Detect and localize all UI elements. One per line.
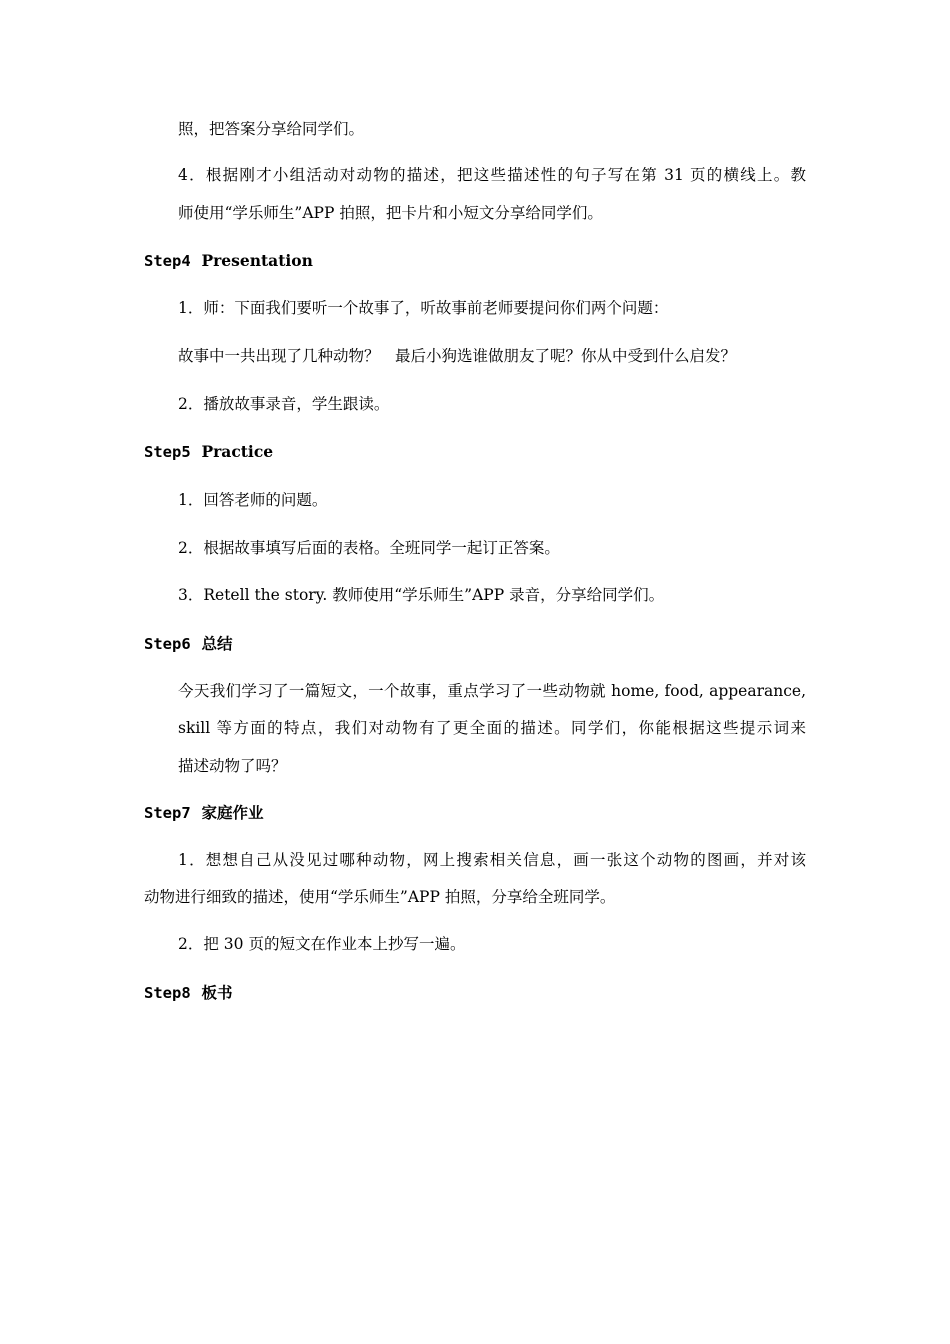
step-title: 家庭作业 [201, 803, 264, 822]
paragraph-line: 动物进行细致的描述，使用“学乐师生”APP 拍照，分享给全班同学。 [144, 888, 616, 906]
list-item: 2．播放故事录音，学生跟读。 [178, 395, 390, 413]
step5-heading [144, 441, 273, 463]
list-item: 1．师：下面我们要听一个故事了，听故事前老师要提问你们两个问题： [178, 299, 669, 317]
step-title: 板书 [201, 983, 233, 1002]
step4-heading [144, 250, 313, 272]
step-label: Step6 [144, 635, 191, 653]
paragraph-line: 照，把答案分享给同学们。 [178, 120, 365, 138]
paragraph-line: 描述动物了吗？ [178, 757, 287, 775]
step7-heading [144, 802, 263, 824]
paragraph-line: skill 等方面的特点，我们对动物有了更全面的描述。同学们，你能根据这些提示词来 [178, 719, 806, 737]
paragraph-line: 今天我们学习了一篇短文，一个故事，重点学习了一些动物就 home, food, appearance, [178, 682, 806, 700]
step-label: Step7 [144, 804, 191, 822]
list-item: 3．Retell the story. 教师使用“学乐师生”APP 录音，分享给同学们。 [178, 586, 665, 604]
step-title: Presentation [201, 251, 313, 270]
step-title: 总结 [201, 634, 233, 653]
paragraph-line: 2．把 30 页的短文在作业本上抄写一遍。 [178, 935, 466, 953]
list-item: 故事中一共出现了几种动物？ 最后小狗选谁做朋友了呢？你从中受到什么启发？ [178, 347, 737, 365]
step-title: Practice [201, 442, 274, 461]
paragraph-line: 4．根据刚才小组活动对动物的描述，把这些描述性的句子写在第 31 页的横线上。教 [178, 166, 806, 184]
step6-heading [144, 633, 232, 655]
step-label: Step4 [144, 252, 191, 270]
paragraph-line: 师使用“学乐师生”APP 拍照，把卡片和小短文分享给同学们。 [178, 204, 603, 222]
step8-heading [144, 982, 232, 1004]
paragraph-line: 1．想想自己从没见过哪种动物，网上搜索相关信息，画一张这个动物的图画，并对该 [178, 851, 806, 869]
step-label: Step8 [144, 984, 191, 1002]
list-item: 1．回答老师的问题。 [178, 491, 328, 509]
list-item: 2．根据故事填写后面的表格。全班同学一起订正答案。 [178, 539, 560, 557]
step-label: Step5 [144, 443, 191, 461]
